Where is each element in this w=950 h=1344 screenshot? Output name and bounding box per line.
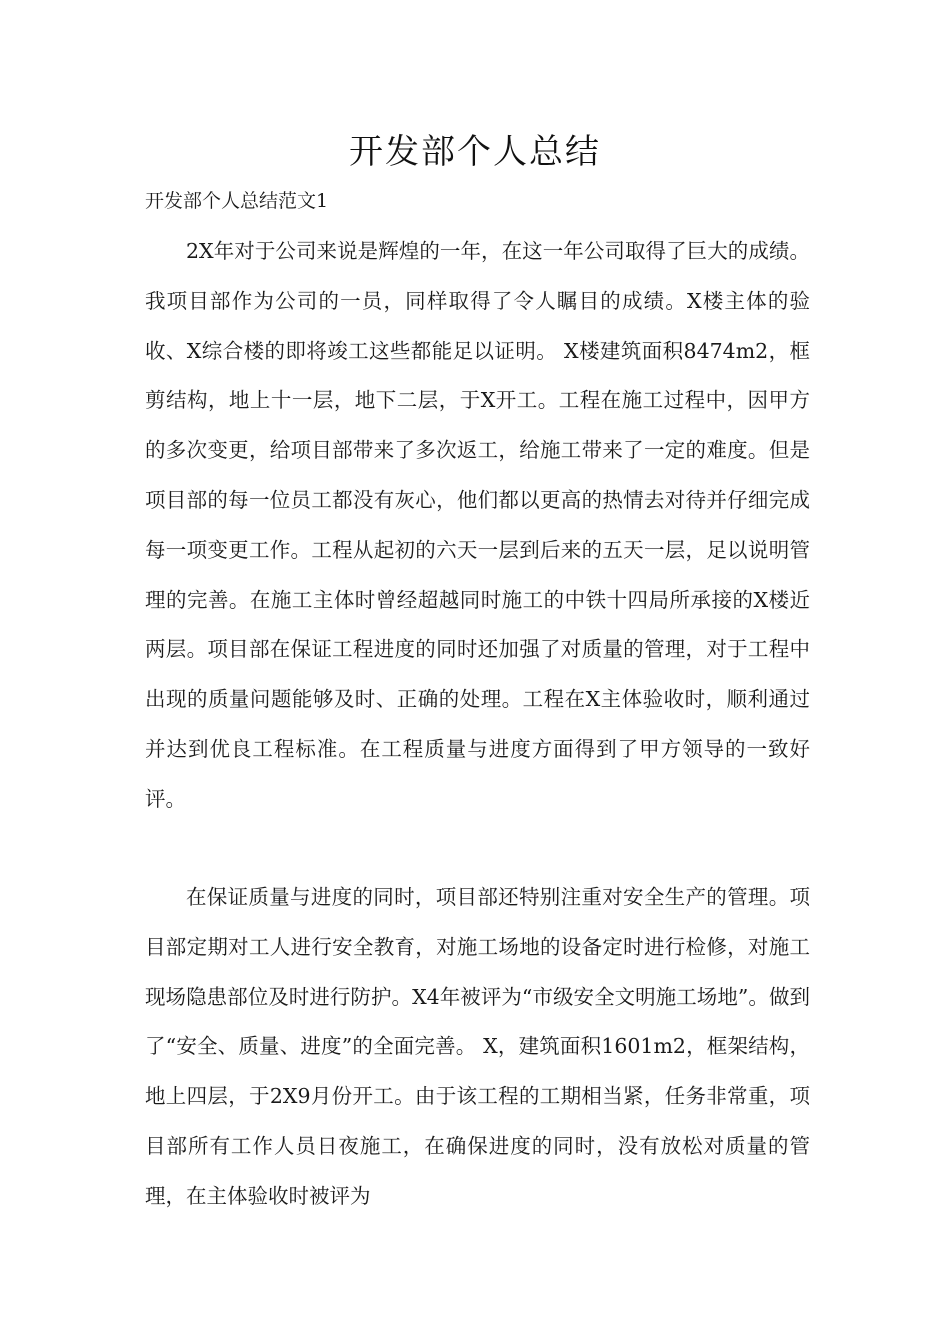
document-title: 开发部个人总结 xyxy=(349,132,601,172)
body-paragraph: 在保证质量与进度的同时，项目部还特别注重对安全生产的管理。项目部定期对工人进行安全教育，对施工场地的设备定时进行检修，对施工现场隐患部位及时进行防护。X4年被评为“市级安全文明施工场地”。做到了“安全、质量、进度”的全面完善。 X，建筑面积1601m2，框架结构，地上四层，于2X9月份开工。由于该工程的工期相当紧，任务非常重，项目部所有工作人员日夜施工，在确保进度的同时，没有放松对质量的管理，在主体验收时被评为 xyxy=(145,885,810,1208)
document-subtitle: 开发部个人总结范文1 xyxy=(145,190,329,212)
body-paragraph: 2X年对于公司来说是辉煌的一年，在这一年公司取得了巨大的成绩。我项目部作为公司的一员，同样取得了令人瞩目的成绩。X楼主体的验收、X综合楼的即将竣工这些都能足以证明。 X楼建筑面积8474m2，框剪结构，地上十一层，地下二层，于X开工。工程在施工过程中，因甲方的多次变更，给项目部带来了多次返工，给施工带来了一定的难度。但是项目部的每一位员工都没有灰心，他们都以更高的热情去对待并仔细完成每一项变更工作。工程从起初的六天一层到后来的五天一层，足以说明管理的完善。在施工主体时曾经超越同时施工的中铁十四局所承接的X楼近两层。项目部在保证工程进度的同时还加强了对质量的管理，对于工程中出现的质量问题能够及时、正确的处理。工程在X主体验收时，顺利通过并达到优良工程标准。在工程质量与进度方面得到了甲方领导的一致好评。 xyxy=(145,239,810,811)
